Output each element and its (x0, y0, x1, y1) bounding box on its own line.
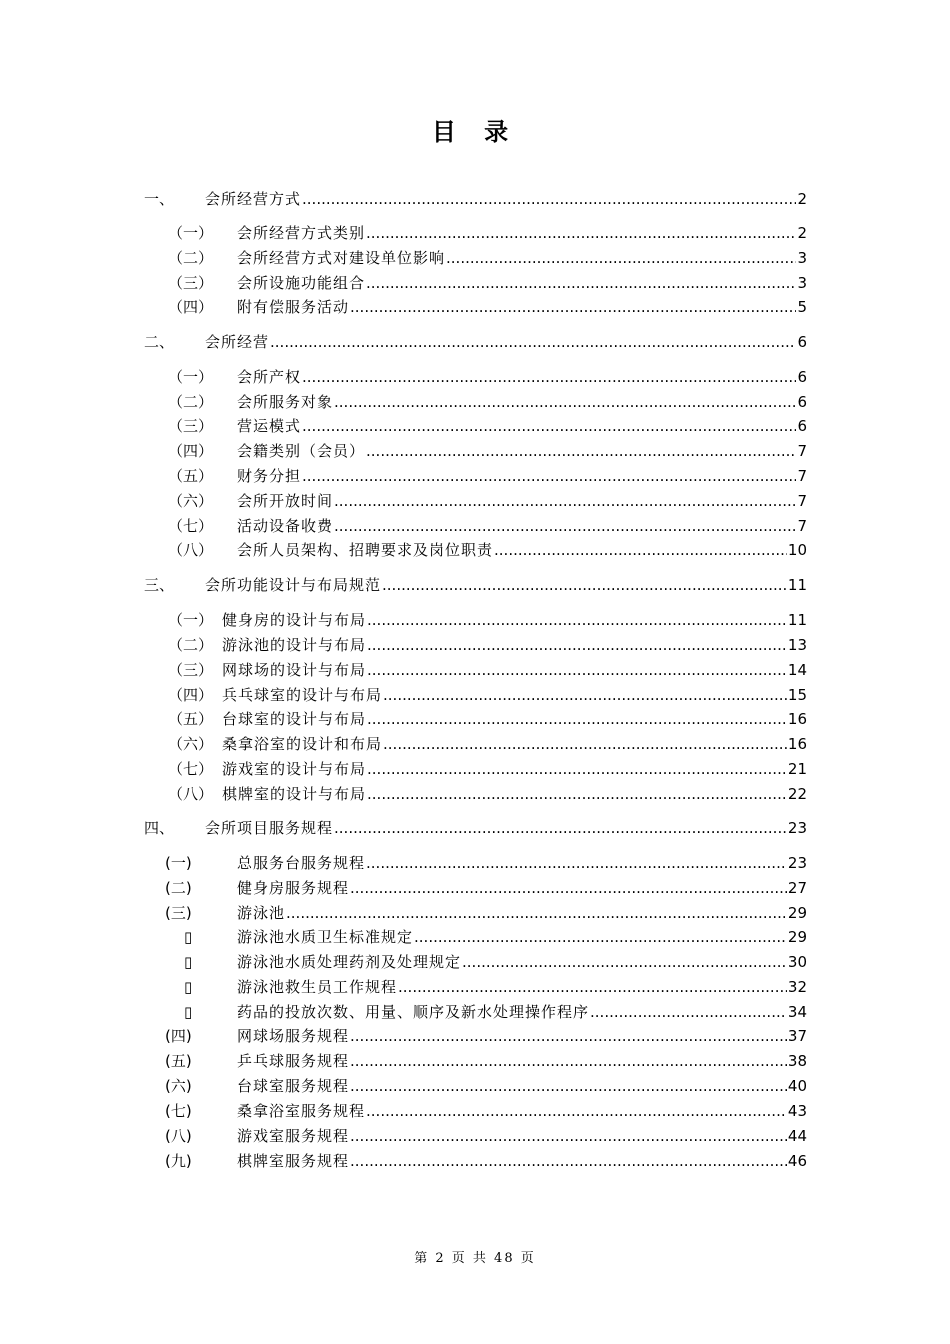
toc-entry-number: （四） (168, 442, 214, 460)
dot-leader (350, 1050, 787, 1072)
toc-entry[interactable] (0, 1001, 950, 1023)
toc-entry-label: 营运模式 (237, 417, 302, 435)
toc-entry-label: 会所服务对象 (237, 393, 334, 411)
dot-leader (590, 1001, 787, 1023)
toc-entry[interactable] (0, 1050, 950, 1072)
toc-entry-number: (五) (165, 1052, 192, 1070)
toc-entry-label: 游泳池救生员工作规程 (237, 978, 398, 996)
dot-leader (367, 634, 787, 656)
toc-entry-label: 桑拿浴室服务规程 (237, 1102, 366, 1120)
toc-entry-label: 附有偿服务活动 (237, 298, 350, 316)
toc-entry-label: 棋牌室的设计与布局 (222, 785, 367, 803)
toc-entry-label: 兵乓球室的设计与布局 (222, 686, 383, 704)
dot-leader (334, 515, 796, 537)
toc-entry-label: 游泳池的设计与布局 (222, 636, 367, 654)
toc-entry[interactable] (0, 296, 950, 318)
toc-entry-page-number: 32 (787, 978, 807, 996)
toc-entry[interactable] (0, 976, 950, 998)
toc-entry-page-number: 13 (787, 636, 807, 654)
toc-entry-page-number: 23 (787, 819, 807, 837)
toc-entry-page-number: 16 (787, 735, 807, 753)
toc-entry-page-number: 29 (787, 904, 807, 922)
toc-entry-label: 游戏室服务规程 (237, 1127, 350, 1145)
toc-entry-number: （七） (168, 517, 214, 535)
toc-entry[interactable] (0, 331, 950, 353)
toc-entry-number: （一） (168, 368, 214, 386)
toc-entry-number: （六） (168, 492, 214, 510)
toc-entry-number: ▯ (184, 1003, 193, 1021)
dot-leader (494, 539, 787, 561)
toc-entry[interactable] (0, 415, 950, 437)
toc-entry-label: 游泳池水质处理药剂及处理规定 (237, 953, 462, 971)
toc-entry[interactable] (0, 684, 950, 706)
toc-entry[interactable] (0, 465, 950, 487)
toc-entry[interactable] (0, 852, 950, 874)
toc-entry-label: 健身房服务规程 (237, 879, 350, 897)
toc-entry-label: 游泳池水质卫生标准规定 (237, 928, 414, 946)
dot-leader (302, 366, 796, 388)
toc-entry-label: 会所经营方式类别 (237, 224, 366, 242)
toc-entry[interactable] (0, 391, 950, 413)
toc-entry[interactable] (0, 877, 950, 899)
dot-leader (350, 1150, 787, 1172)
toc-entry-label: 总服务台服务规程 (237, 854, 366, 872)
dot-leader (366, 852, 787, 874)
toc-entry-page-number: 14 (787, 661, 807, 679)
toc-entry[interactable] (0, 272, 950, 294)
toc-entry[interactable] (0, 609, 950, 631)
toc-entry-number: (九) (165, 1152, 192, 1170)
toc-entry[interactable] (0, 515, 950, 537)
dot-leader (334, 490, 796, 512)
toc-entry-label: 会所产权 (237, 368, 302, 386)
toc-entry-label: 网球场服务规程 (237, 1027, 350, 1045)
dot-leader (446, 247, 796, 269)
toc-entry-number: （一） (168, 611, 214, 629)
toc-entry-page-number: 46 (787, 1152, 807, 1170)
toc-entry-page-number: 3 (797, 249, 807, 267)
dot-leader (414, 926, 787, 948)
toc-entry-label: 棋牌室服务规程 (237, 1152, 350, 1170)
dot-leader (334, 817, 787, 839)
toc-entry-page-number: 7 (797, 442, 807, 460)
toc-entry-page-number: 11 (787, 611, 807, 629)
toc-entry-number: （四） (168, 298, 214, 316)
dot-leader (366, 272, 796, 294)
toc-entry[interactable] (0, 1150, 950, 1172)
toc-entry-label: 会所经营 (205, 333, 270, 351)
dot-leader (270, 331, 796, 353)
toc-entry-page-number: 43 (787, 1102, 807, 1120)
dot-leader (367, 783, 787, 805)
toc-entry-page-number: 6 (797, 333, 807, 351)
toc-entry-number: （七） (168, 760, 214, 778)
toc-entry-number: （二） (168, 636, 214, 654)
toc-entry-page-number: 15 (787, 686, 807, 704)
toc-entry-page-number: 6 (797, 393, 807, 411)
toc-entry[interactable] (0, 366, 950, 388)
toc-entry-number: (四) (165, 1027, 192, 1045)
toc-entry[interactable] (0, 188, 950, 210)
toc-entry[interactable] (0, 1125, 950, 1147)
toc-entry-number: （三） (168, 661, 214, 679)
toc-entry-number: ▯ (184, 978, 193, 996)
toc-entry[interactable] (0, 247, 950, 269)
toc-entry-page-number: 34 (787, 1003, 807, 1021)
toc-entry-number: (六) (165, 1077, 192, 1095)
toc-entry[interactable] (0, 440, 950, 462)
toc-entry-number: (二) (165, 879, 192, 897)
dot-leader (302, 188, 796, 210)
toc-entry[interactable] (0, 574, 950, 596)
toc-entry[interactable] (0, 926, 950, 948)
dot-leader (350, 1025, 787, 1047)
toc-entry-page-number: 21 (787, 760, 807, 778)
toc-entry-number: （八） (168, 785, 214, 803)
toc-entry-number: （六） (168, 735, 214, 753)
toc-entry-page-number: 23 (787, 854, 807, 872)
toc-entry[interactable] (0, 490, 950, 512)
toc-entry-label: 会所开放时间 (237, 492, 334, 510)
dot-leader (350, 296, 796, 318)
toc-entry[interactable] (0, 951, 950, 973)
toc-entry-number: （五） (168, 710, 214, 728)
toc-entry-page-number: 29 (787, 928, 807, 946)
toc-entry-label: 网球场的设计与布局 (222, 661, 367, 679)
toc-entry-label: 游泳池 (237, 904, 286, 922)
dot-leader (350, 1075, 787, 1097)
toc-entry[interactable] (0, 902, 950, 924)
toc-entry-number: (三) (165, 904, 192, 922)
toc-entry-number: ▯ (184, 928, 193, 946)
toc-entry-number: 一、 (144, 190, 175, 208)
toc-entry-page-number: 6 (797, 417, 807, 435)
dot-leader (286, 902, 787, 924)
page-footer: 第 2 页 共 48 页 (414, 1251, 536, 1266)
toc-entry-label: 会籍类别（会员） (237, 442, 366, 460)
toc-entry-number: (八) (165, 1127, 192, 1145)
toc-entry-label: 会所项目服务规程 (205, 819, 334, 837)
dot-leader (302, 465, 796, 487)
dot-leader (366, 222, 796, 244)
dot-leader (383, 733, 787, 755)
toc-entry-number: (一) (165, 854, 192, 872)
toc-entry[interactable] (0, 817, 950, 839)
toc-entry-number: （三） (168, 417, 214, 435)
toc-entry-page-number: 3 (797, 274, 807, 292)
dot-leader (367, 708, 787, 730)
dot-leader (383, 684, 787, 706)
dot-leader (302, 415, 796, 437)
toc-entry-page-number: 44 (787, 1127, 807, 1145)
toc-entry-page-number: 10 (787, 541, 807, 559)
toc-entry-number: （二） (168, 249, 214, 267)
dot-leader (366, 1100, 787, 1122)
toc-entry-page-number: 30 (787, 953, 807, 971)
toc-entry-number: （三） (168, 274, 214, 292)
toc-entry-label: 乒乓球服务规程 (237, 1052, 350, 1070)
dot-leader (350, 877, 787, 899)
toc-entry-number: 三、 (144, 576, 175, 594)
toc-entry-label: 健身房的设计与布局 (222, 611, 367, 629)
toc-entry-page-number: 40 (787, 1077, 807, 1095)
toc-entry-label: 会所经营方式 (205, 190, 302, 208)
toc-entry[interactable] (0, 659, 950, 681)
toc-entry-label: 游戏室的设计与布局 (222, 760, 367, 778)
toc-entry-page-number: 7 (797, 467, 807, 485)
dot-leader (366, 440, 796, 462)
toc-entry-number: （二） (168, 393, 214, 411)
toc-entry[interactable] (0, 222, 950, 244)
dot-leader (367, 659, 787, 681)
dot-leader (350, 1125, 787, 1147)
toc-entry-number: 二、 (144, 333, 175, 351)
toc-entry-label: 桑拿浴室的设计和布局 (222, 735, 383, 753)
toc-entry-label: 药品的投放次数、用量、顺序及新水处理操作程序 (237, 1003, 590, 1021)
toc-entry-label: 台球室服务规程 (237, 1077, 350, 1095)
toc-entry-page-number: 6 (797, 368, 807, 386)
toc-entry-number: （五） (168, 467, 214, 485)
toc-entry-page-number: 27 (787, 879, 807, 897)
toc-entry-label: 活动设备收费 (237, 517, 334, 535)
toc-entry-page-number: 2 (797, 190, 807, 208)
toc-entry-page-number: 37 (787, 1027, 807, 1045)
toc-entry[interactable] (0, 758, 950, 780)
dot-leader (398, 976, 787, 998)
toc-entry[interactable] (0, 1075, 950, 1097)
toc-entry-page-number: 16 (787, 710, 807, 728)
toc-entry[interactable] (0, 1025, 950, 1047)
toc-entry[interactable] (0, 1100, 950, 1122)
dot-leader (382, 574, 787, 596)
toc-entry-page-number: 38 (787, 1052, 807, 1070)
toc-entry-label: 台球室的设计与布局 (222, 710, 367, 728)
toc-entry-page-number: 7 (797, 517, 807, 535)
toc-entry-label: 会所经营方式对建设单位影响 (237, 249, 446, 267)
dot-leader (367, 758, 787, 780)
toc-entry-number: （一） (168, 224, 214, 242)
toc-entry-page-number: 22 (787, 785, 807, 803)
toc-entry-page-number: 5 (797, 298, 807, 316)
toc-entry-number: (七) (165, 1102, 192, 1120)
toc-entry-label: 会所设施功能组合 (237, 274, 366, 292)
toc-entry-number: （八） (168, 541, 214, 559)
toc-entry[interactable] (0, 708, 950, 730)
toc-title: 目 录 (431, 118, 519, 146)
toc-entry[interactable] (0, 634, 950, 656)
toc-entry-number: 四、 (144, 819, 175, 837)
toc-entry[interactable] (0, 733, 950, 755)
toc-entry-label: 财务分担 (237, 467, 302, 485)
dot-leader (367, 609, 787, 631)
toc-entry-page-number: 11 (787, 576, 807, 594)
toc-entry[interactable] (0, 783, 950, 805)
toc-entry[interactable] (0, 539, 950, 561)
toc-entry-number: （四） (168, 686, 214, 704)
toc-entry-page-number: 2 (797, 224, 807, 242)
toc-entry-page-number: 7 (797, 492, 807, 510)
dot-leader (334, 391, 796, 413)
dot-leader (462, 951, 787, 973)
toc-entry-label: 会所功能设计与布局规范 (205, 576, 382, 594)
toc-entry-label: 会所人员架构、招聘要求及岗位职责 (237, 541, 494, 559)
toc-entry-number: ▯ (184, 953, 193, 971)
